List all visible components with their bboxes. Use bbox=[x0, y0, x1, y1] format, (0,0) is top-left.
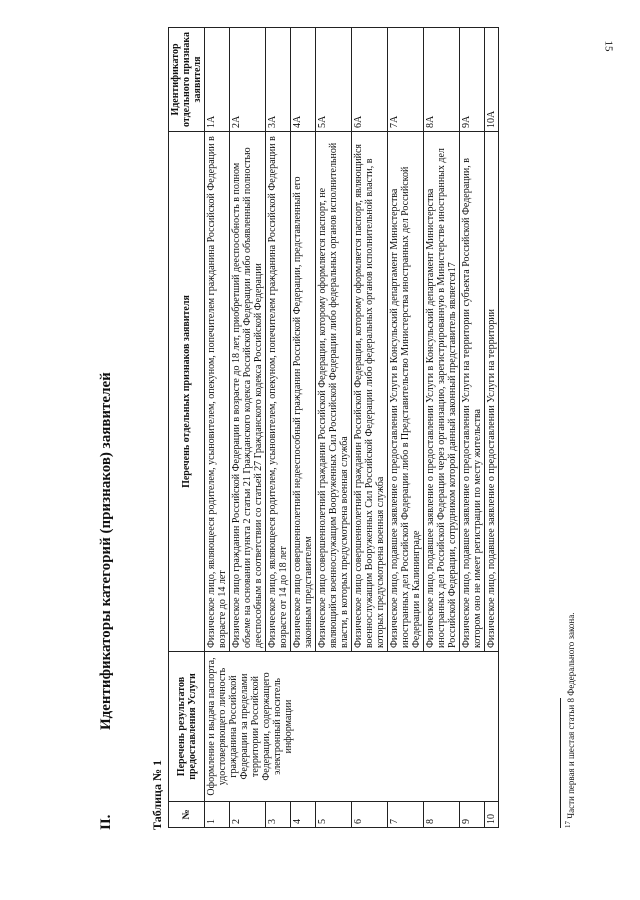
row-identifier: 7А bbox=[388, 28, 424, 132]
footnote bbox=[564, 613, 576, 829]
section-heading bbox=[90, 10, 130, 870]
footnote-text: Части первая и шестая статьи 8 Федерального закона. bbox=[566, 612, 576, 819]
row-identifier: 10А bbox=[485, 28, 499, 132]
row-number: 9 bbox=[460, 802, 485, 828]
row-criteria: Физическое лицо гражданин Российской Федерации в возрасте до 18 лет, приобретший дееспособность в полном объеме на основании пункта 2 статьи 21 Гражданского кодекса Российской Федерации либо объявленный полностью дееспособным в соответствии со статьей 27 Гражданского кодекса Российской Федерации bbox=[230, 132, 266, 652]
row-identifier: 1А bbox=[205, 28, 230, 132]
row-identifier: 4А bbox=[291, 28, 316, 132]
table-header-row bbox=[169, 28, 205, 828]
row-number: 4 bbox=[291, 802, 316, 828]
footnote-mark: 17 bbox=[564, 821, 572, 828]
header-identifier: Идентификатор отдельного признака заявителя bbox=[169, 28, 205, 132]
table-body bbox=[205, 28, 499, 828]
row-identifier: 9А bbox=[460, 28, 485, 132]
row-criteria: Физическое лицо совершеннолетний гражданин Российской Федерации, которому оформляется паспорт, являющийся военнослужащим Вооруженных Сил Российской Федерации либо федеральных органов исполнительной власти, в которых предусмотрена военная служба bbox=[352, 132, 388, 652]
row-number: 2 bbox=[230, 802, 266, 828]
header-criteria: Перечень отдельных признаков заявителя bbox=[169, 132, 205, 652]
section-number: II. bbox=[98, 814, 114, 830]
section-title: Идентификаторы категорий (признаков) заявителей bbox=[98, 372, 114, 730]
row-criteria: Физическое лицо, подавшее заявление о предоставлении Услуги на территории bbox=[485, 132, 499, 652]
table-row bbox=[205, 28, 230, 828]
row-identifier: 6А bbox=[352, 28, 388, 132]
header-num: № bbox=[169, 802, 205, 828]
row-number: 10 bbox=[485, 802, 499, 828]
row-number: 3 bbox=[266, 802, 291, 828]
row-number: 6 bbox=[352, 802, 388, 828]
row-result: Оформление и выдача паспорта, удостоверяющего личность гражданина Российской Федерации за пределами территории Российской Федерации, содержащего электронный носитель информации bbox=[205, 652, 499, 802]
footnote-divider bbox=[560, 698, 561, 828]
header-result: Перечень результатов предоставления Услуги bbox=[169, 652, 205, 802]
row-criteria: Физическое лицо совершеннолетний недееспособный гражданин Российской Федерации, представленный его законным представителем bbox=[291, 132, 316, 652]
page-number: 15 bbox=[602, 40, 615, 52]
row-criteria: Физическое лицо совершеннолетний гражданин Российской Федерации, которому оформляется паспорт, не являющийся военнослужащим Вооруженных Сил Российской Федерации либо федеральных органов исполнительной власти, в которых предусмотрена военная служба bbox=[316, 132, 352, 652]
rotated-sheet bbox=[90, 10, 630, 870]
applicant-categories-table bbox=[168, 27, 499, 828]
row-criteria: Физическое лицо, подавшее заявление о предоставлении Услуги в Консульский департамент Министерства иностранных дел Российской Федерации через организацию, зарегистрированную в Министерстве иностранных дел Российской Федерации, сотрудником которой данный законный представитель является17 bbox=[424, 132, 460, 652]
row-number: 1 bbox=[205, 802, 230, 828]
row-number: 7 bbox=[388, 802, 424, 828]
row-criteria: Физическое лицо, подавшее заявление о предоставлении Услуги в Консульский департамент Министерства иностранных дел Российской Федерации либо в Представительство Министерства иностранных дел Российской Федерации в Калининграде bbox=[388, 132, 424, 652]
row-criteria: Физическое лицо, являющееся родителем, усыновителем, опекуном, попечителем гражданина Российской Федерации в возрасте от 14 до 18 лет bbox=[266, 132, 291, 652]
row-identifier: 8А bbox=[424, 28, 460, 132]
row-identifier: 5А bbox=[316, 28, 352, 132]
row-identifier: 3А bbox=[266, 28, 291, 132]
row-number: 8 bbox=[424, 802, 460, 828]
row-number: 5 bbox=[316, 802, 352, 828]
table-caption: Таблица № 1 bbox=[150, 759, 164, 830]
row-criteria: Физическое лицо, являющееся родителем, усыновителем, опекуном, попечителем гражданина Российской Федерации в возрасте до 14 лет bbox=[205, 132, 230, 652]
row-identifier: 2А bbox=[230, 28, 266, 132]
row-criteria: Физическое лицо, подавшее заявление о предоставлении Услуги на территории субъекта Российской Федерации, в котором оно не имеет регистрации по месту жительства bbox=[460, 132, 485, 652]
